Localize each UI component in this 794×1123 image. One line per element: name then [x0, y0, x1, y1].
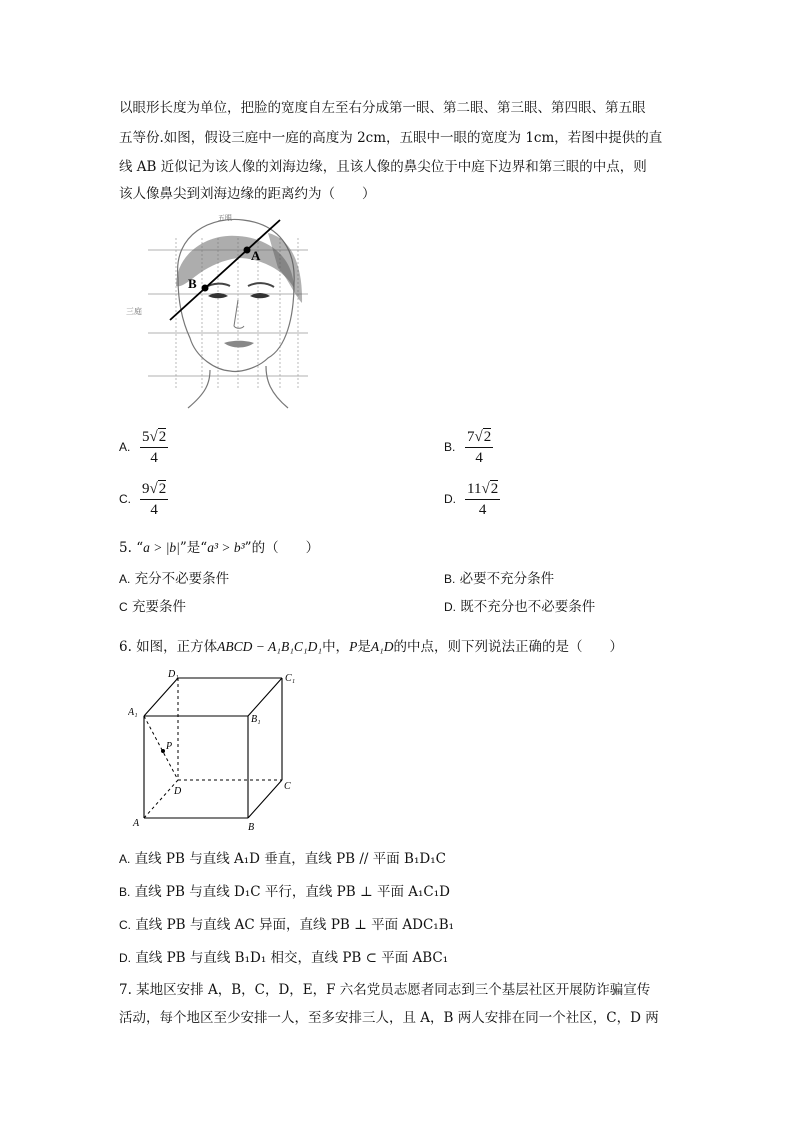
q4-option-b[interactable]: $\frac{7√2}{4}$	[467, 429, 492, 466]
label-p: P	[166, 741, 173, 752]
label-a: A	[133, 818, 140, 829]
q4-line-4: 该人像鼻尖到刘海边缘的距离约为（ ）	[119, 186, 376, 202]
q4-line-2: 五等份.如图，假设三庭中一庭的高度为 2cm，五眼中一眼的宽度为 1cm，若图中提供的直	[119, 130, 663, 146]
q5-option-c[interactable]: C 充要条件	[119, 599, 186, 615]
point-p	[161, 749, 165, 753]
q4-option-c[interactable]: $\frac{9√2}{4}$	[142, 481, 167, 518]
label-a: A	[251, 248, 261, 263]
cube-figure	[128, 668, 308, 834]
q4-option-a[interactable]: $\frac{5√2}{4}$	[142, 429, 167, 466]
q6-option-d[interactable]: D. 直线 PB 与直线 B₁D₁ 相交，直线 PB ⊂ 平面 ABC₁	[119, 950, 449, 966]
label-b1: B₁	[251, 714, 261, 725]
edge-b1c1	[248, 678, 282, 716]
label-b: B	[248, 822, 255, 833]
q6-option-b[interactable]: B. 直线 PB 与直线 D₁C 平行，直线 PB ⊥ 平面 A₁C₁D	[119, 884, 450, 900]
q4-option-d[interactable]: $\frac{11√2}{4}$	[467, 481, 499, 518]
q5-option-b[interactable]: B. 必要不充分条件	[444, 571, 555, 587]
label-c1: C₁	[285, 673, 296, 684]
q7-line-1: 7. 某地区安排 A，B，C，D，E，F 六名党员志愿者同志到三个基层社区开展防诈骗宣传	[119, 982, 651, 998]
q4-option-c-letter: C.	[119, 492, 131, 506]
q4-option-a-letter: A.	[119, 440, 131, 454]
q4-line-3: 线 AB 近似记为该人像的刘海边缘，且该人像的鼻尖位于中庭下边界和第三眼的中点，则	[119, 159, 647, 175]
label-c: C	[284, 781, 291, 792]
point-b	[202, 285, 209, 292]
q6-stem: 6. 如图，正方体ABCD − A₁B₁C₁D₁中，P是A₁D的中点，则下列说法正确的是（ ）	[119, 639, 624, 655]
q4-option-d-letter: D.	[444, 492, 456, 506]
label-b: B	[188, 276, 197, 291]
face-figure	[118, 208, 310, 410]
q6-option-a[interactable]: A. 直线 PB 与直线 A₁D 垂直，直线 PB // 平面 B₁D₁C	[119, 851, 446, 867]
label-d: D	[174, 786, 182, 797]
edge-bc	[248, 780, 282, 818]
label-wuyan: 五眼	[218, 214, 232, 222]
q5-option-d[interactable]: D. 既不充分也不必要条件	[444, 599, 596, 615]
label-a1: A₁	[128, 707, 138, 718]
edge-a1d1	[144, 678, 178, 716]
point-a	[244, 247, 251, 254]
q4-line-1: 以眼形长度为单位，把脸的宽度自左至右分成第一眼、第二眼、第三眼、第四眼、第五眼	[119, 100, 646, 116]
q4-option-b-letter: B.	[444, 440, 456, 454]
label-santing: 三庭	[126, 307, 142, 316]
segment-a1d	[144, 716, 178, 780]
q5-option-a[interactable]: A. 充分不必要条件	[119, 571, 230, 587]
q5-stem: 5. “a > |b|”是“a³ > b³”的（ ）	[119, 540, 320, 556]
q7-line-2: 活动，每个地区至少安排一人，至多安排三人，且 A，B 两人安排在同一个社区，C，D 两	[119, 1010, 659, 1026]
label-d1: D₁	[168, 669, 179, 680]
edge-ad	[144, 780, 178, 818]
q6-option-c[interactable]: C. 直线 PB 与直线 AC 异面，直线 PB ⊥ 平面 ADC₁B₁	[119, 917, 455, 933]
